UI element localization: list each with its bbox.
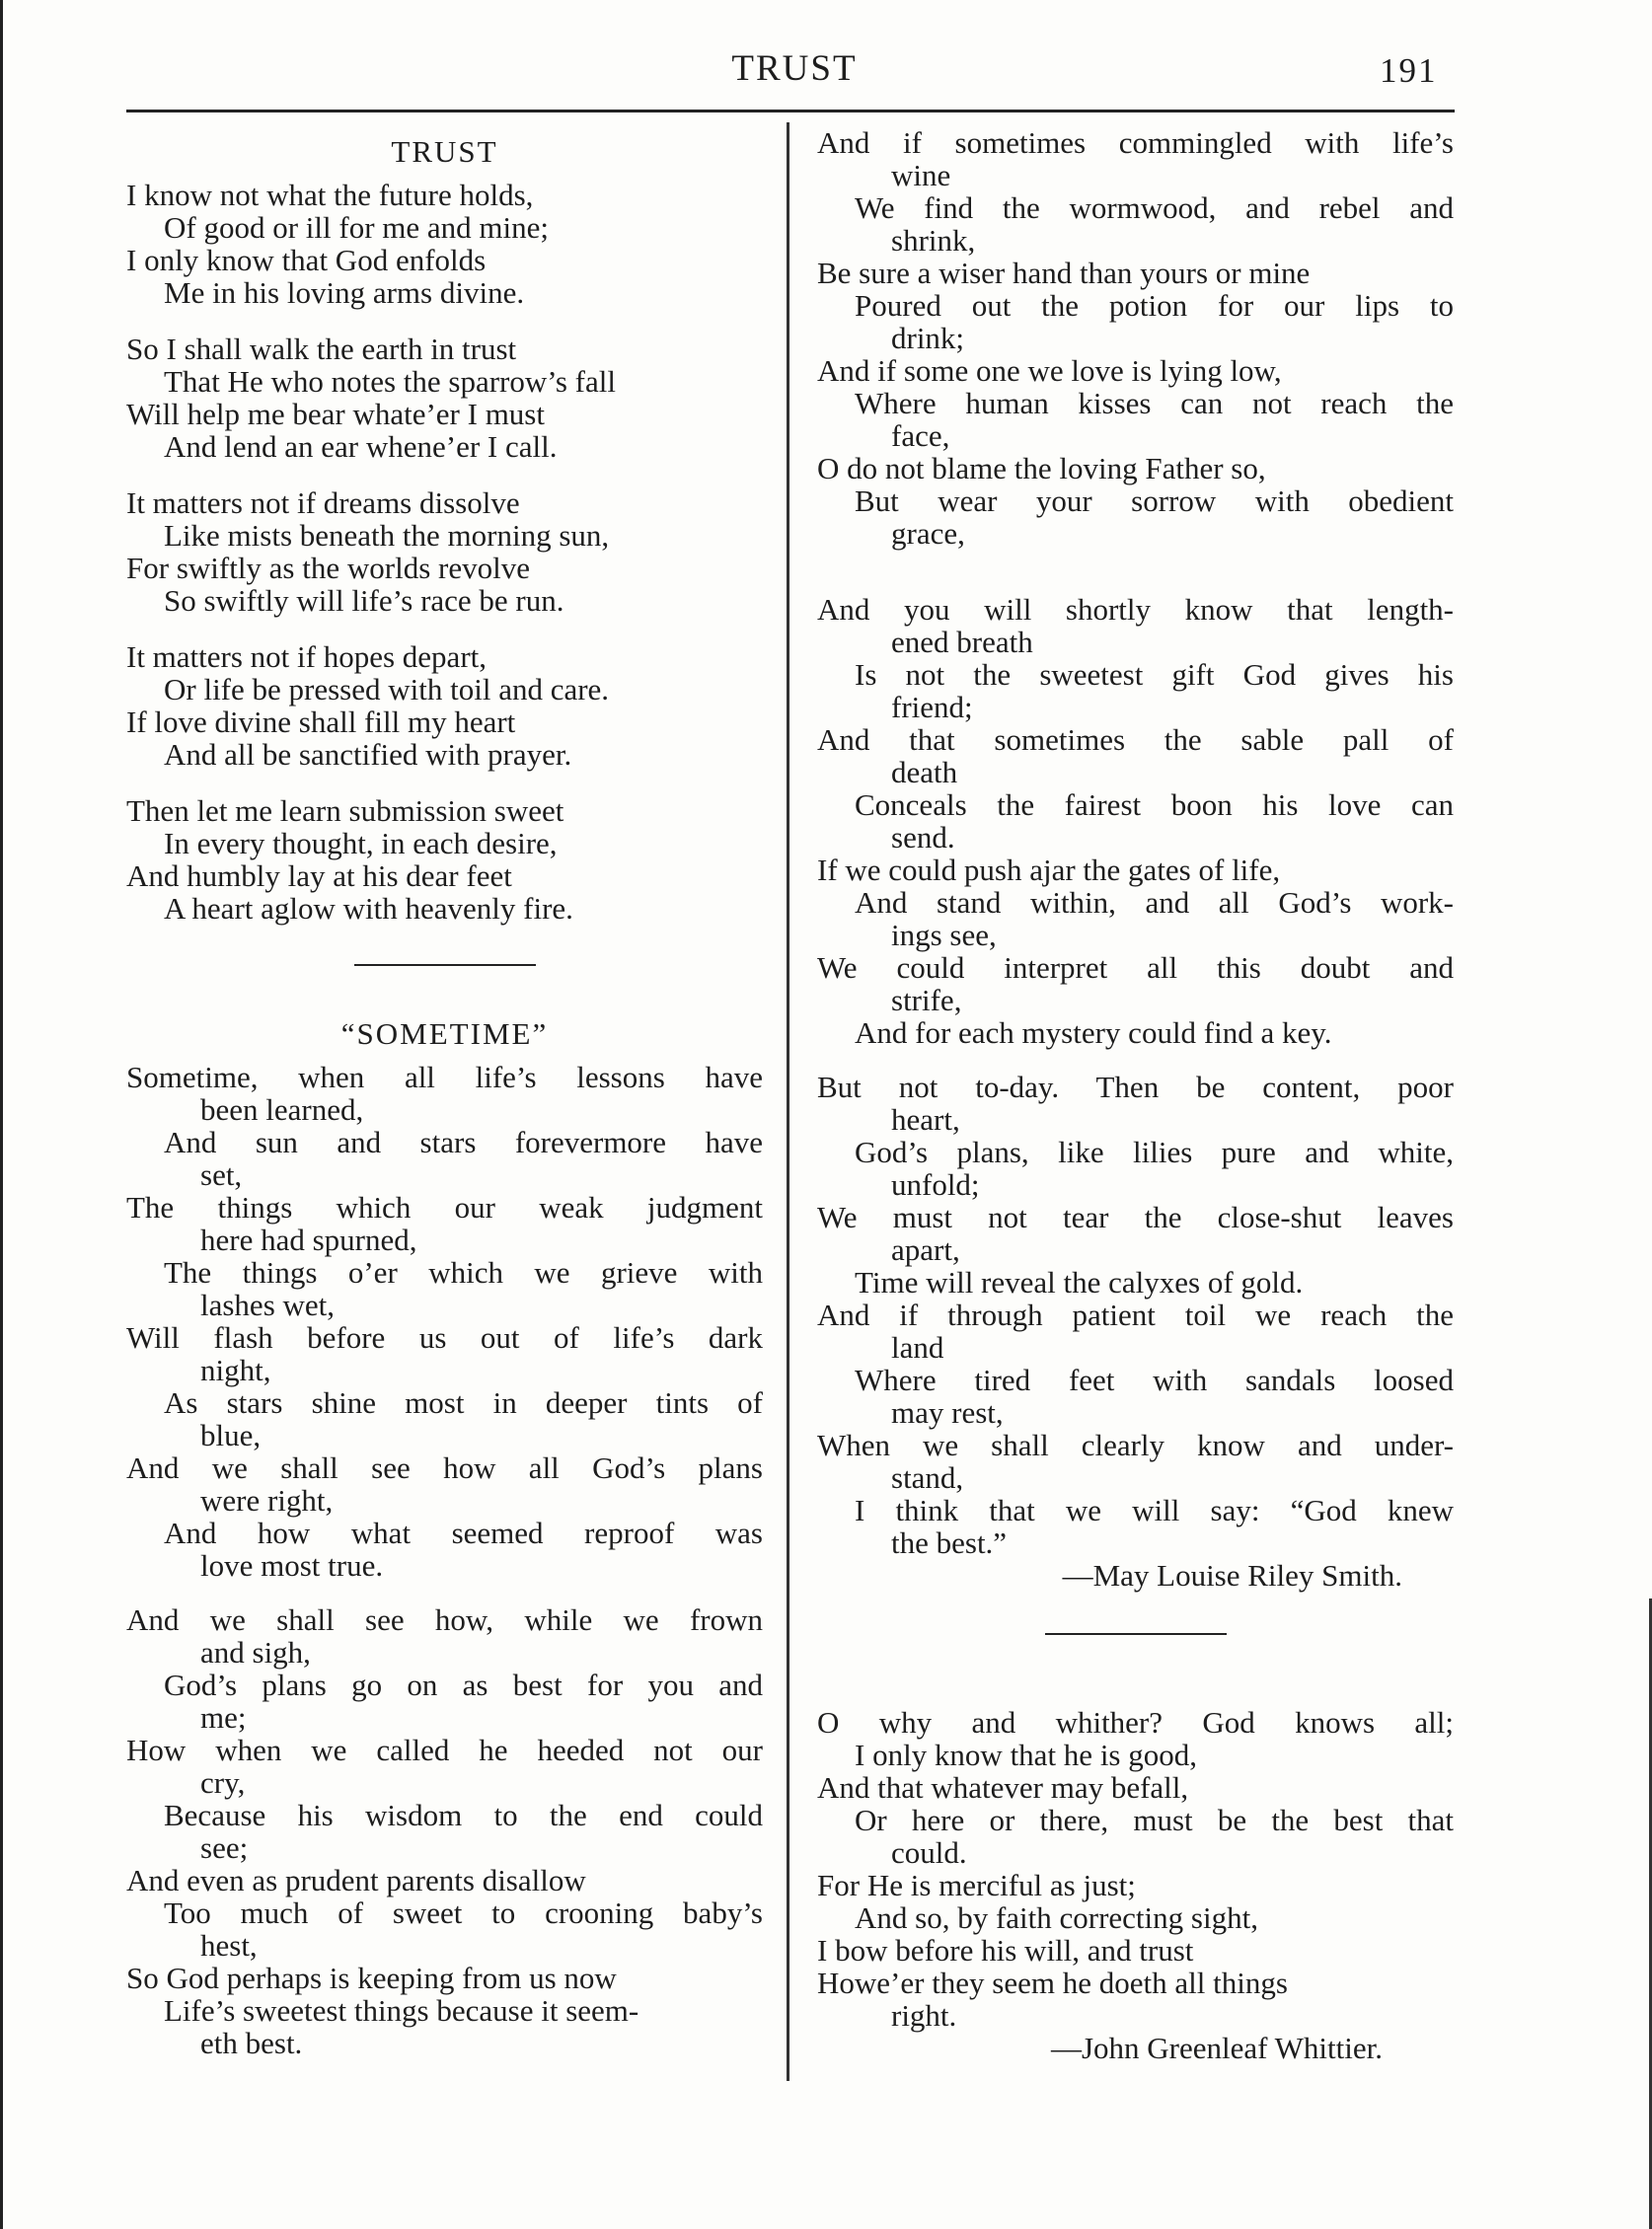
header-rule bbox=[126, 110, 1455, 112]
poem-line: blue, bbox=[200, 1418, 262, 1452]
trust-stanza-2 bbox=[126, 333, 763, 463]
poem-line: ings see, bbox=[891, 918, 997, 952]
poem-line: The things which our weak judgment bbox=[126, 1190, 763, 1225]
poem-line: hest, bbox=[200, 1928, 258, 1963]
poem-line: Where tired feet with sandals loosed bbox=[855, 1363, 1454, 1397]
sometime-stanza-3 bbox=[817, 126, 1454, 550]
poem-line: And you will shortly know that length- bbox=[817, 592, 1454, 627]
poem-line: And we shall see how all God’s plans bbox=[126, 1450, 763, 1485]
poem-line: When we shall clearly know and under- bbox=[817, 1428, 1454, 1462]
poem-line: And stand within, and all God’s work- bbox=[855, 885, 1454, 920]
trust-stanza-1 bbox=[126, 179, 763, 309]
poem-line: So swiftly will life’s race be run. bbox=[164, 583, 564, 618]
poem-line: friend; bbox=[891, 690, 973, 724]
poem-line: The things o’er which we grieve with bbox=[164, 1255, 763, 1290]
poem-line: Like mists beneath the morning sun, bbox=[164, 518, 610, 553]
page-number: 191 bbox=[1380, 51, 1438, 90]
trust-stanza-3 bbox=[126, 486, 763, 617]
poem-line: O why and whither? God knows all; bbox=[817, 1705, 1454, 1740]
poem-line: And lend an ear whene’er I call. bbox=[164, 429, 558, 464]
poem-line: Sometime, when all life’s lessons have bbox=[126, 1060, 763, 1094]
sometime-stanza-1 bbox=[126, 1061, 763, 1582]
poem-line: And if through patient toil we reach the bbox=[817, 1298, 1454, 1332]
poem-line: That He who notes the sparrow’s fall bbox=[164, 364, 616, 399]
poem-line: And that sometimes the sable pall of bbox=[817, 722, 1454, 757]
poem-line: face, bbox=[891, 418, 950, 453]
poem-line: And so, by faith correcting sight, bbox=[855, 1900, 1258, 1935]
poem-line: shrink, bbox=[891, 223, 976, 258]
poem-line: Is not the sweetest gift God gives his bbox=[855, 657, 1454, 692]
scan-left-edge bbox=[0, 0, 3, 2229]
poem-line: night, bbox=[200, 1353, 271, 1387]
poem-line: For He is merciful as just; bbox=[817, 1868, 1136, 1902]
poem-line: And for each mystery could find a key. bbox=[855, 1015, 1332, 1050]
poem-line: Life’s sweetest things because it seem- bbox=[164, 1993, 639, 2028]
poem-line: send. bbox=[891, 820, 955, 854]
poem-line: For swiftly as the worlds revolve bbox=[126, 551, 530, 585]
poem-line: drink; bbox=[891, 321, 965, 355]
poem-line: unfold; bbox=[891, 1167, 980, 1202]
poem-line: We must not tear the close-shut leaves bbox=[817, 1200, 1454, 1234]
poem-line: We find the wormwood, and rebel and bbox=[855, 190, 1454, 225]
poem-line: Me in his loving arms divine. bbox=[164, 275, 525, 310]
poem-line: I know not what the future holds, bbox=[126, 178, 534, 212]
poem-line: Too much of sweet to crooning baby’s bbox=[164, 1895, 763, 1930]
poem-line: I bow before his will, and trust bbox=[817, 1933, 1194, 1968]
poem-line: stand, bbox=[891, 1460, 964, 1495]
poem-line: And sun and stars forevermore have bbox=[164, 1125, 763, 1159]
poem-line: set, bbox=[200, 1157, 243, 1192]
poem-line: I only know that God enfolds bbox=[126, 243, 487, 277]
poem-line: We could interpret all this doubt and bbox=[817, 950, 1454, 985]
section-separator bbox=[354, 964, 536, 966]
poem-line: heart, bbox=[891, 1102, 960, 1137]
poem-line: And all be sanctified with prayer. bbox=[164, 737, 572, 772]
poem-line: could. bbox=[891, 1835, 967, 1870]
poem-line: God’s plans, like lilies pure and white, bbox=[855, 1135, 1454, 1169]
poem-line: love most true. bbox=[200, 1548, 384, 1583]
running-title: TRUST bbox=[731, 48, 858, 89]
poem-line: And we shall see how, while we frown bbox=[126, 1602, 763, 1637]
poem-title-sometime: “SOMETIME” bbox=[340, 1016, 549, 1051]
poem-line: land bbox=[891, 1330, 944, 1365]
poem-line: Conceals the fairest boon his love can bbox=[855, 787, 1454, 822]
poem-line: Of good or ill for me and mine; bbox=[164, 210, 549, 245]
poem-line: been learned, bbox=[200, 1092, 364, 1127]
poem-line: the best.” bbox=[891, 1525, 1008, 1560]
poem-line: And if sometimes commingled with life’s bbox=[817, 125, 1454, 160]
whittier-poem bbox=[817, 1706, 1454, 2064]
poem-line: Because his wisdom to the end could bbox=[164, 1798, 763, 1832]
poem-line: strife, bbox=[891, 983, 962, 1017]
poem-line: A heart aglow with heavenly fire. bbox=[164, 891, 573, 926]
poem-line: right. bbox=[891, 1998, 957, 2033]
trust-stanza-5 bbox=[126, 794, 763, 925]
sometime-stanza-2 bbox=[126, 1603, 763, 2059]
poem-line: In every thought, in each desire, bbox=[164, 826, 558, 860]
poem-line: I think that we will say: “God knew bbox=[855, 1493, 1454, 1527]
page-header bbox=[0, 0, 1652, 118]
poem-line: It matters not if dreams dissolve bbox=[126, 485, 520, 520]
poem-line: here had spurned, bbox=[200, 1223, 417, 1257]
poem-line: And if some one we love is lying low, bbox=[817, 353, 1282, 388]
right-column bbox=[817, 126, 1454, 2088]
poem-line: Or here or there, must be the best that bbox=[855, 1803, 1454, 1837]
poem-line: Time will reveal the calyxes of gold. bbox=[855, 1265, 1304, 1300]
poem-line: Then let me learn submission sweet bbox=[126, 793, 564, 828]
poem-line: How when we called he heeded not our bbox=[126, 1733, 763, 1767]
poem-line: and sigh, bbox=[200, 1635, 311, 1670]
poem-line: apart, bbox=[891, 1232, 960, 1267]
poem-line: And that whatever may befall, bbox=[817, 1770, 1189, 1805]
poem-line: lashes wet, bbox=[200, 1288, 336, 1322]
poem-line: cry, bbox=[200, 1765, 246, 1800]
poem-line: But not to-day. Then be content, poor bbox=[817, 1070, 1454, 1104]
poem-line: were right, bbox=[200, 1483, 334, 1518]
poem-line: And how what seemed reproof was bbox=[164, 1516, 763, 1550]
poem-line: Howe’er they seem he doeth all things bbox=[817, 1966, 1288, 2000]
poem-line: me; bbox=[200, 1700, 247, 1735]
poem-line: So God perhaps is keeping from us now bbox=[126, 1961, 617, 1995]
left-column bbox=[126, 126, 763, 2083]
poem-line: Poured out the potion for our lips to bbox=[855, 288, 1454, 323]
poem-line: It matters not if hopes depart, bbox=[126, 639, 488, 674]
attribution-smith: —May Louise Riley Smith. bbox=[1062, 1558, 1402, 1593]
poem-line: Will help me bear whate’er I must bbox=[126, 397, 545, 431]
poem-line: may rest, bbox=[891, 1395, 1004, 1430]
poem-line: And humbly lay at his dear feet bbox=[126, 858, 512, 893]
poem-line: eth best. bbox=[200, 2026, 303, 2060]
poem-line: And even as prudent parents disallow bbox=[126, 1863, 586, 1897]
poem-line: wine bbox=[891, 158, 951, 192]
poem-line: Or life be pressed with toil and care. bbox=[164, 672, 610, 706]
poem-line: God’s plans go on as best for you and bbox=[164, 1668, 763, 1702]
poem-line: As stars shine most in deeper tints of bbox=[164, 1385, 763, 1420]
poem-line: Be sure a wiser hand than yours or mine bbox=[817, 256, 1311, 290]
column-divider bbox=[787, 122, 789, 2081]
poem-line: see; bbox=[200, 1830, 249, 1865]
poem-line: If we could push ajar the gates of life, bbox=[817, 853, 1281, 887]
poem-line: But wear your sorrow with obedient bbox=[855, 483, 1454, 518]
section-separator bbox=[1045, 1633, 1227, 1635]
poem-line: grace, bbox=[891, 516, 965, 551]
trust-stanza-4 bbox=[126, 640, 763, 771]
poem-line: O do not blame the loving Father so, bbox=[817, 451, 1266, 485]
poem-line: Will flash before us out of life’s dark bbox=[126, 1320, 763, 1355]
poem-line: If love divine shall fill my heart bbox=[126, 705, 516, 739]
poem-line: So I shall walk the earth in trust bbox=[126, 332, 517, 366]
poem-line: ened breath bbox=[891, 625, 1033, 659]
sometime-stanza-5 bbox=[817, 1071, 1454, 1592]
sometime-stanza-4 bbox=[817, 593, 1454, 1049]
poem-line: Where human kisses can not reach the bbox=[855, 386, 1454, 420]
poem-line: I only know that he is good, bbox=[855, 1738, 1197, 1772]
poem-title-trust: TRUST bbox=[391, 134, 498, 169]
attribution-whittier: —John Greenleaf Whittier. bbox=[1050, 2031, 1383, 2065]
poem-line: death bbox=[891, 755, 958, 789]
